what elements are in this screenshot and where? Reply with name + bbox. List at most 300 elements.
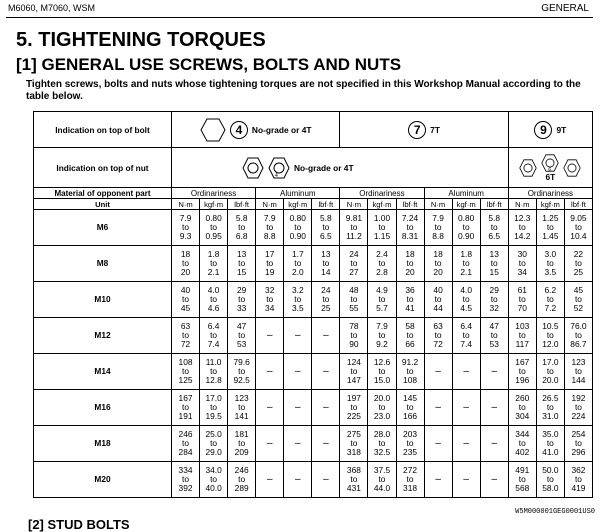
torque-value: 19 — [265, 267, 275, 278]
torque-value: – — [435, 473, 441, 485]
torque-value: 7.4 — [460, 339, 472, 350]
torque-value: 29.0 — [205, 447, 222, 458]
nut-mark-4: 4 — [275, 172, 278, 179]
torque-value: 5.8 — [320, 212, 332, 223]
torque-value: 70 — [517, 303, 527, 314]
torque-value: 24 — [321, 284, 331, 295]
torque-value: 36 — [405, 284, 415, 295]
torque-value: 225 — [346, 411, 361, 422]
torque-value: to — [490, 257, 498, 268]
torque-value: 13 — [236, 248, 247, 259]
torque-cell — [172, 210, 200, 246]
torque-value: to — [182, 293, 190, 304]
torque-value: to — [350, 365, 358, 376]
torque-value: to — [238, 401, 246, 412]
next-section-heading: [2] STUD BOLTS — [28, 517, 130, 532]
torque-value: to — [210, 329, 218, 340]
torque-value: to — [546, 473, 554, 484]
nut-indication-label: Indication on top of nut — [34, 148, 172, 188]
torque-cell — [200, 462, 228, 498]
table-row — [34, 462, 593, 498]
torque-value: 6.4 — [460, 320, 472, 331]
torque-cell — [480, 246, 508, 282]
torque-value: 10.5 — [542, 320, 559, 331]
torque-cell — [312, 462, 340, 498]
torque-value: 568 — [515, 483, 530, 494]
torque-cell — [564, 246, 592, 282]
torque-value: to — [434, 329, 442, 340]
torque-value: 7.9 — [179, 212, 192, 223]
torque-cell — [508, 318, 536, 354]
torque-value: to — [462, 329, 470, 340]
torque-value: to — [210, 437, 218, 448]
torque-value: 9.3 — [179, 231, 192, 242]
hex-bolt-icon — [200, 118, 226, 142]
torque-value: 191 — [178, 411, 193, 422]
torque-value: 6.8 — [235, 231, 248, 242]
torque-value: 9.2 — [376, 339, 388, 350]
torque-cell — [564, 426, 592, 462]
torque-cell — [536, 426, 564, 462]
unit-header: lbf·ft — [480, 199, 508, 210]
torque-cell — [424, 210, 452, 246]
torque-value: 1.8 — [460, 248, 472, 259]
torque-value: 392 — [178, 483, 193, 494]
hex-nut-6-icon — [541, 154, 559, 172]
torque-value: 31.0 — [542, 411, 559, 422]
torque-value: to — [210, 257, 218, 268]
torque-value: 76.0 — [570, 320, 587, 331]
torque-value: to — [546, 401, 554, 412]
unit-header: kgf·m — [284, 199, 312, 210]
torque-value: to — [350, 293, 358, 304]
torque-value: 144 — [571, 375, 586, 386]
torque-value: 45 — [180, 303, 191, 314]
torque-value: – — [295, 329, 301, 341]
torque-cell — [340, 282, 368, 318]
torque-value: to — [490, 293, 498, 304]
torque-value: 14.2 — [514, 231, 531, 242]
torque-value: 20 — [180, 267, 191, 278]
grade-9-text: 9T — [556, 124, 567, 135]
torque-cell — [228, 318, 256, 354]
torque-value: to — [210, 365, 218, 376]
torque-value: 296 — [571, 447, 586, 458]
nut-mark-6: 6 — [548, 166, 552, 173]
torque-value: 2.1 — [207, 267, 220, 278]
torque-value: to — [518, 437, 526, 448]
torque-value: 289 — [234, 483, 249, 494]
torque-cell — [480, 426, 508, 462]
torque-cell — [508, 246, 536, 282]
torque-cell — [172, 354, 200, 390]
torque-value: 72 — [180, 339, 191, 350]
torque-value: 47 — [236, 320, 247, 331]
torque-cell — [256, 426, 284, 462]
torque-value: 4.0 — [460, 284, 472, 295]
torque-value: 1.25 — [542, 212, 559, 223]
torque-value: 28.0 — [373, 428, 391, 439]
torque-value: 55 — [349, 303, 359, 314]
torque-cell — [256, 282, 284, 318]
torque-value: to — [518, 293, 526, 304]
bolt-size-label: M6 — [34, 210, 172, 246]
torque-value: 50.0 — [542, 464, 559, 475]
torque-value: to — [462, 257, 470, 268]
torque-value: 6.2 — [544, 284, 557, 295]
torque-value: to — [182, 401, 190, 412]
torque-value: – — [463, 401, 469, 413]
torque-cell — [312, 246, 340, 282]
torque-value: – — [463, 473, 469, 485]
torque-value: to — [518, 329, 526, 340]
torque-value: to — [546, 365, 554, 376]
torque-value: – — [323, 473, 329, 485]
torque-value: 344 — [515, 428, 530, 439]
torque-cell — [340, 462, 368, 498]
torque-value: 53 — [236, 339, 247, 350]
torque-cell — [200, 282, 228, 318]
torque-value: – — [491, 401, 497, 413]
torque-value: 27 — [349, 267, 359, 278]
torque-value: 45 — [573, 284, 584, 295]
torque-value: – — [491, 473, 497, 485]
torque-value: 0.80 — [289, 212, 306, 223]
torque-cell — [480, 462, 508, 498]
torque-value: 17 — [265, 248, 275, 259]
bolt-size-label: M10 — [34, 282, 172, 318]
material-header: Aluminum — [256, 188, 340, 199]
torque-value: 260 — [515, 392, 530, 403]
torque-value: 2.8 — [376, 267, 388, 278]
torque-value: 0.90 — [458, 231, 475, 242]
nut-grade-6t-cell — [508, 148, 592, 188]
torque-cell — [284, 462, 312, 498]
header-models: M6060, M7060, WSM — [8, 3, 96, 13]
torque-cell — [452, 390, 480, 426]
torque-value: 48 — [349, 284, 359, 295]
torque-cell — [228, 390, 256, 426]
torque-value: 12.6 — [373, 356, 391, 367]
torque-value: 18 — [180, 248, 191, 259]
torque-value: 40.0 — [205, 483, 222, 494]
torque-cell — [200, 354, 228, 390]
torque-value: to — [266, 257, 274, 268]
torque-cell — [368, 426, 396, 462]
unit-header: lbf·ft — [228, 199, 256, 210]
torque-cell — [536, 210, 564, 246]
torque-value: 368 — [346, 464, 361, 475]
torque-value: 24 — [349, 248, 359, 259]
torque-cell — [508, 282, 536, 318]
torque-value: 3.0 — [544, 248, 557, 259]
torque-value: 167 — [178, 392, 193, 403]
torque-value: to — [406, 257, 414, 268]
torque-value: 7.9 — [376, 320, 388, 331]
bolt-indication-label: Indication on top of bolt — [34, 112, 172, 148]
torque-value: to — [266, 221, 274, 232]
torque-cell — [172, 246, 200, 282]
torque-value: 4.6 — [207, 303, 220, 314]
torque-value: – — [491, 437, 497, 449]
torque-value: 18 — [405, 248, 415, 259]
nut-grade-text: No-grade or 4T — [294, 162, 354, 173]
torque-cell — [396, 210, 424, 246]
torque-cell — [424, 426, 452, 462]
torque-value: 224 — [571, 411, 586, 422]
torque-cell — [228, 282, 256, 318]
torque-cell — [200, 210, 228, 246]
torque-value: to — [574, 257, 582, 268]
torque-value: – — [435, 365, 441, 377]
torque-cell — [228, 426, 256, 462]
torque-value: 246 — [178, 428, 193, 439]
torque-value: to — [182, 473, 190, 484]
torque-value: to — [350, 221, 358, 232]
torque-value: to — [546, 293, 554, 304]
torque-cell — [480, 318, 508, 354]
torque-value: 5.7 — [376, 303, 388, 314]
torque-cell — [256, 318, 284, 354]
torque-value: 34.0 — [205, 464, 222, 475]
table-row — [34, 246, 593, 282]
table-row — [34, 390, 593, 426]
torque-value: 3.5 — [544, 267, 557, 278]
torque-cell — [508, 426, 536, 462]
torque-value: 4.9 — [376, 284, 388, 295]
torque-cell — [340, 318, 368, 354]
torque-value: 12.3 — [514, 212, 531, 223]
torque-cell — [452, 210, 480, 246]
torque-cell — [452, 462, 480, 498]
torque-value: to — [182, 257, 190, 268]
torque-value: 5.8 — [488, 212, 501, 223]
torque-value: to — [210, 221, 218, 232]
torque-value: 25 — [573, 267, 584, 278]
torque-value: to — [238, 365, 246, 376]
torque-cell — [396, 318, 424, 354]
torque-value: 2.0 — [291, 267, 304, 278]
torque-value: to — [518, 401, 526, 412]
unit-header: N·m — [172, 199, 200, 210]
torque-value: – — [266, 473, 273, 485]
torque-value: to — [546, 257, 554, 268]
table-row — [34, 354, 593, 390]
torque-value: 13 — [321, 248, 331, 259]
torque-value: – — [323, 401, 329, 413]
torque-value: 117 — [515, 339, 529, 350]
table-row — [34, 318, 593, 354]
torque-value: 53 — [489, 339, 499, 350]
torque-value: to — [210, 473, 218, 484]
torque-value: 235 — [403, 447, 418, 458]
unit-header: N·m — [340, 199, 368, 210]
torque-cell — [368, 318, 396, 354]
torque-value: to — [182, 437, 190, 448]
torque-value: 192 — [571, 392, 586, 403]
torque-value: 23.0 — [373, 411, 391, 422]
torque-value: 91.2 — [401, 356, 419, 367]
torque-value: 58 — [405, 320, 415, 331]
torque-value: 318 — [403, 483, 418, 494]
torque-value: to — [378, 257, 386, 268]
torque-value: 181 — [234, 428, 249, 439]
torque-cell — [312, 390, 340, 426]
torque-cell — [340, 210, 368, 246]
torque-value: to — [518, 473, 526, 484]
torque-cell — [256, 354, 284, 390]
header-divider — [6, 17, 593, 18]
unit-header: N·m — [256, 199, 284, 210]
torque-value: 34 — [517, 267, 527, 278]
torque-value: to — [574, 473, 582, 484]
grade-4-mark: 4 — [230, 121, 248, 139]
torque-value: 20.0 — [373, 392, 391, 403]
torque-value: 304 — [515, 411, 530, 422]
torque-value: to — [238, 293, 246, 304]
torque-cell — [452, 246, 480, 282]
material-header: Ordinariness — [340, 188, 424, 199]
torque-value: 18 — [433, 248, 443, 259]
torque-value: to — [406, 401, 414, 412]
torque-cell — [508, 390, 536, 426]
torque-value: to — [182, 329, 190, 340]
torque-cell — [228, 246, 256, 282]
torque-value: to — [182, 221, 190, 232]
torque-value: to — [378, 401, 386, 412]
torque-value: – — [266, 365, 273, 377]
torque-value: 402 — [515, 447, 530, 458]
torque-value: 25.0 — [205, 428, 222, 439]
torque-value: 37.5 — [373, 464, 391, 475]
torque-value: 167 — [515, 356, 530, 367]
torque-value: 19.5 — [205, 411, 222, 422]
grade-7-mark: 7 — [408, 121, 426, 139]
material-label: Material of opponent part — [34, 188, 172, 199]
torque-value: to — [378, 293, 386, 304]
torque-value: 72 — [433, 339, 443, 350]
torque-cell — [368, 282, 396, 318]
torque-value: 5.8 — [235, 212, 248, 223]
torque-cell — [368, 390, 396, 426]
torque-cell — [312, 282, 340, 318]
torque-value: 1.15 — [373, 231, 391, 242]
torque-value: to — [574, 365, 582, 376]
torque-cell — [200, 318, 228, 354]
torque-value: 3.5 — [291, 303, 304, 314]
torque-value: to — [574, 221, 582, 232]
torque-value: 0.80 — [458, 212, 475, 223]
bolt-grade-9-cell — [508, 112, 592, 148]
torque-value: 61 — [517, 284, 527, 295]
torque-value: to — [406, 293, 414, 304]
torque-value: 108 — [403, 375, 418, 386]
torque-value: 13 — [489, 248, 499, 259]
torque-value: to — [322, 257, 330, 268]
torque-cell — [172, 282, 200, 318]
torque-value: 9.81 — [345, 212, 363, 223]
torque-value: to — [434, 221, 442, 232]
bolt-size-label: M18 — [34, 426, 172, 462]
torque-value: 1.45 — [542, 231, 559, 242]
torque-cell — [396, 282, 424, 318]
torque-cell — [312, 354, 340, 390]
torque-cell — [480, 282, 508, 318]
unit-header: N·m — [424, 199, 452, 210]
torque-value: 15.0 — [373, 375, 391, 386]
torque-cell — [564, 210, 592, 246]
torque-value: 92.5 — [233, 375, 250, 386]
torque-value: 14 — [321, 267, 331, 278]
torque-cell — [228, 210, 256, 246]
torque-cell — [368, 462, 396, 498]
torque-value: 40 — [433, 284, 443, 295]
torque-cell — [396, 462, 424, 498]
torque-value: 29 — [489, 284, 499, 295]
torque-value: to — [490, 329, 498, 340]
torque-value: to — [462, 221, 470, 232]
torque-value: 10.4 — [570, 231, 587, 242]
unit-label: Unit — [34, 199, 172, 210]
torque-cell — [256, 246, 284, 282]
torque-value: 125 — [178, 375, 193, 386]
torque-cell — [256, 390, 284, 426]
torque-cell — [508, 354, 536, 390]
torque-cell — [424, 354, 452, 390]
torque-value: to — [462, 293, 470, 304]
torque-value: to — [322, 293, 330, 304]
torque-value: 26.5 — [542, 392, 559, 403]
torque-value: 30 — [517, 248, 527, 259]
unit-header: lbf·ft — [396, 199, 424, 210]
torque-value: 11.0 — [205, 356, 222, 367]
torque-value: 9.05 — [570, 212, 587, 223]
torque-value: 32 — [489, 303, 499, 314]
torque-value: – — [463, 437, 469, 449]
torque-value: 3.2 — [291, 284, 304, 295]
torque-value: 63 — [180, 320, 191, 331]
torque-value: to — [434, 293, 442, 304]
torque-value: to — [210, 293, 218, 304]
torque-value: 141 — [234, 411, 249, 422]
torque-cell — [536, 390, 564, 426]
bolt-size-label: M16 — [34, 390, 172, 426]
unit-header: kgf·m — [200, 199, 228, 210]
torque-value: to — [238, 473, 246, 484]
torque-cell — [424, 246, 452, 282]
torque-value: – — [266, 329, 273, 341]
unit-header: N·m — [508, 199, 536, 210]
torque-value: 7.2 — [544, 303, 557, 314]
torque-cell — [564, 354, 592, 390]
torque-value: 12.8 — [205, 375, 222, 386]
torque-value: to — [350, 257, 358, 268]
torque-value: 1.7 — [291, 248, 304, 259]
bolt-size-label: M20 — [34, 462, 172, 498]
torque-value: 66 — [405, 339, 415, 350]
unit-header: lbf·ft — [564, 199, 592, 210]
torque-value: – — [323, 329, 329, 341]
grade-4-text: No-grade or 4T — [251, 124, 312, 135]
hex-nut-icon — [242, 157, 264, 179]
torque-value: – — [435, 401, 441, 413]
torque-cell — [256, 462, 284, 498]
torque-value: 2.1 — [460, 267, 472, 278]
torque-cell — [564, 462, 592, 498]
torque-value: 272 — [403, 464, 418, 475]
torque-table — [33, 111, 593, 498]
page-title: 5. TIGHTENING TORQUES — [16, 29, 266, 51]
